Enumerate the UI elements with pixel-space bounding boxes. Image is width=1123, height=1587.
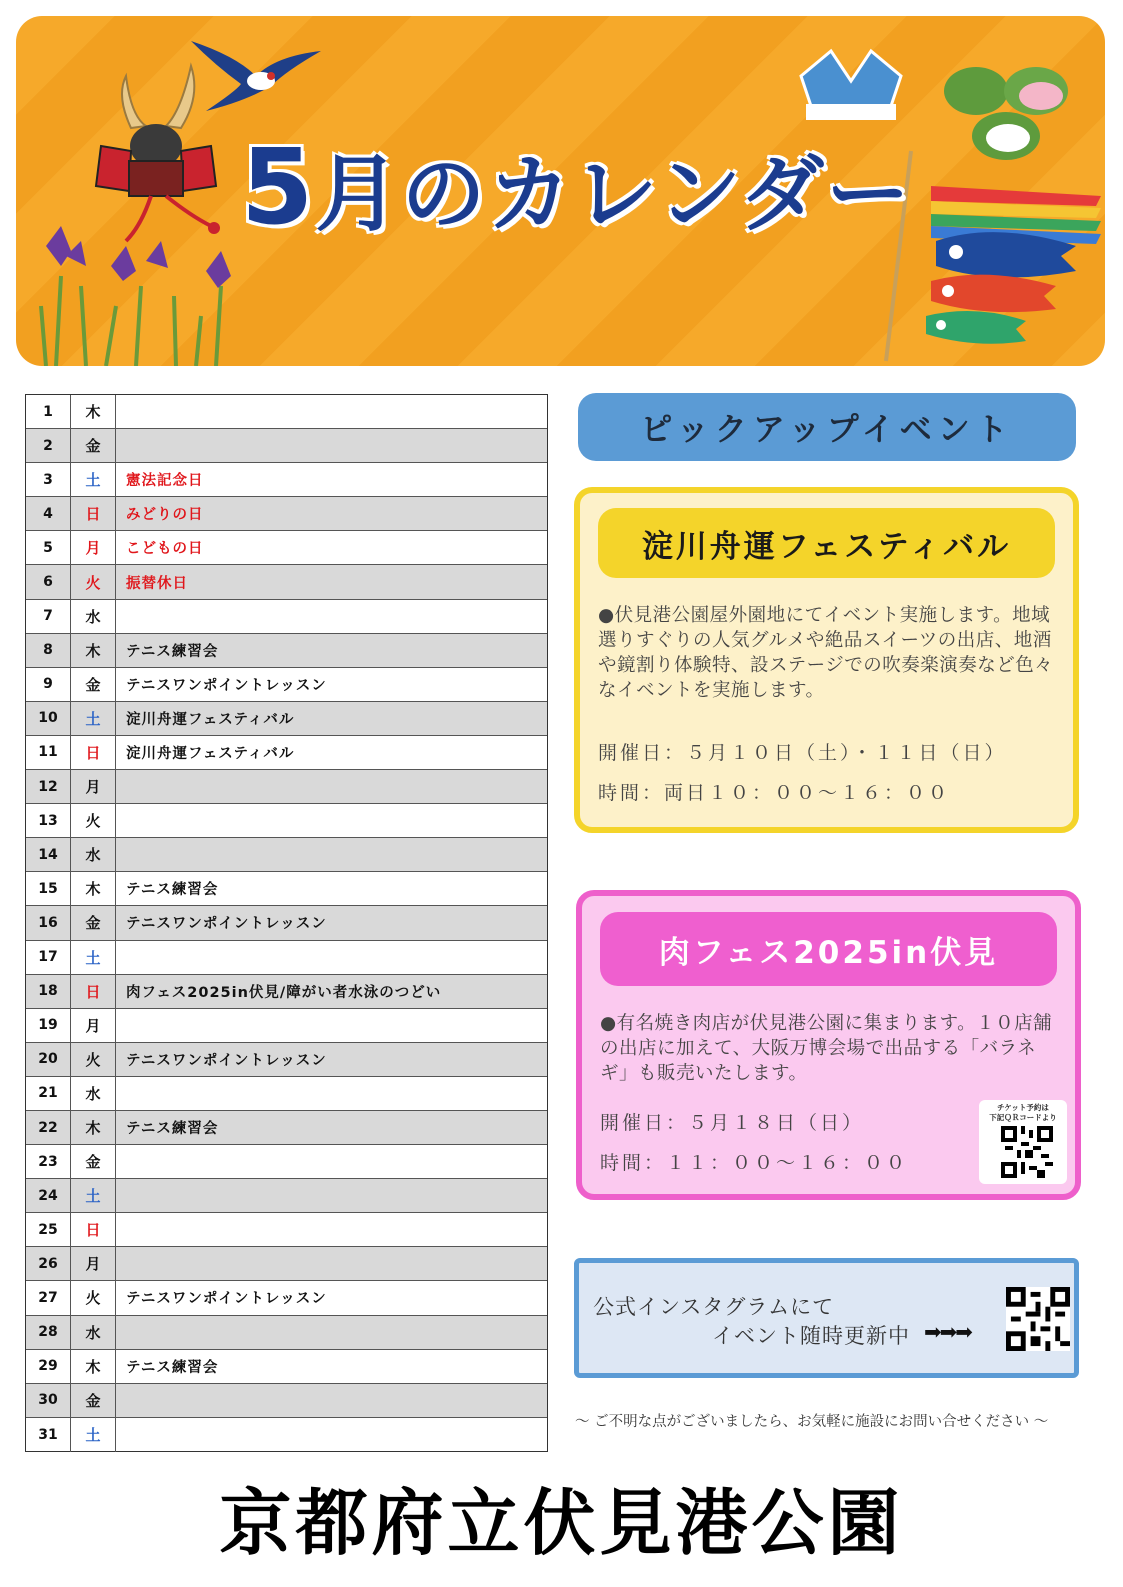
- calendar-event: 振替休日: [126, 575, 188, 592]
- calendar-row: [26, 1145, 547, 1179]
- arrow-right-icon: ➡➡➡: [924, 1320, 971, 1344]
- calendar-weekday: 木: [71, 1350, 116, 1383]
- calendar-event: テニス練習会: [126, 643, 219, 660]
- calendar-row: [26, 395, 547, 429]
- calendar-weekday: 木: [71, 395, 116, 428]
- calendar-weekday: 金: [71, 906, 116, 939]
- event-title: 肉フェス2025in伏見: [600, 912, 1057, 986]
- calendar-day: 30: [26, 1384, 71, 1417]
- calendar-row: [26, 1316, 547, 1350]
- calendar-day: 23: [26, 1145, 71, 1178]
- calendar-day: 15: [26, 872, 71, 905]
- event-title: 淀川舟運フェスティバル: [598, 508, 1055, 578]
- calendar-row: [26, 702, 547, 736]
- event-card-niku-fes: [576, 890, 1081, 1200]
- calendar-weekday: 火: [71, 565, 116, 598]
- calendar-event: テニス練習会: [126, 1121, 219, 1138]
- event-description: ●伏見港公園屋外園地にてイベント実施します。地域選りすぐりの人気グルメや絶品スイーツの出店、地酒や鏡割り体験特、設ステージでの吹奏楽演奏など色々なイベントを実施します。: [598, 605, 1054, 701]
- may-calendar-table: [25, 394, 548, 1452]
- event-card-yodogawa: [574, 487, 1079, 833]
- calendar-weekday: 木: [71, 634, 116, 667]
- calendar-weekday: 水: [71, 1077, 116, 1110]
- calendar-event: [116, 1077, 547, 1110]
- calendar-day: 26: [26, 1247, 71, 1280]
- calendar-day: 13: [26, 804, 71, 837]
- calendar-row: [26, 634, 547, 668]
- calendar-day: 27: [26, 1281, 71, 1314]
- calendar-weekday: 水: [71, 838, 116, 871]
- calendar-event: [116, 1213, 547, 1246]
- inquiry-note: ～ ご不明な点がございましたら、お気軽に施設にお問い合せください ～: [575, 1414, 1049, 1430]
- calendar-day: 22: [26, 1111, 71, 1144]
- banner-title-number: 5: [241, 126, 316, 248]
- header-banner: [16, 16, 1105, 366]
- calendar-event: [116, 1247, 547, 1280]
- pickup-events-header: ピックアップイベント: [578, 393, 1076, 461]
- calendar-row: [26, 1350, 547, 1384]
- calendar-event: [116, 1316, 547, 1349]
- calendar-weekday: 土: [71, 702, 116, 735]
- calendar-weekday: 木: [71, 1111, 116, 1144]
- swallow-bird-icon: [186, 36, 326, 116]
- instagram-qr-code-icon[interactable]: [1006, 1287, 1070, 1351]
- instagram-line1: 公式インスタグラムにて: [593, 1295, 835, 1319]
- calendar-event: [116, 770, 547, 803]
- qr-caption: [979, 1103, 1067, 1123]
- calendar-event: 淀川舟運フェスティバル: [126, 711, 295, 728]
- calendar-weekday: 土: [71, 1179, 116, 1212]
- calendar-row: [26, 906, 547, 940]
- calendar-event: [116, 395, 547, 428]
- event-date: 開催日：５月１８日（日）: [600, 1112, 865, 1134]
- calendar-row: [26, 838, 547, 872]
- banner-title-text: 月のカレンダー: [315, 145, 912, 243]
- calendar-weekday: 木: [71, 872, 116, 905]
- calendar-event: 肉フェス2025in伏見/障がい者水泳のつどい: [126, 984, 442, 1001]
- park-name: 京都府立伏見港公園: [219, 1481, 904, 1565]
- calendar-event: [116, 838, 547, 871]
- calendar-day: 18: [26, 975, 71, 1008]
- calendar-event: テニス練習会: [126, 1359, 219, 1376]
- calendar-weekday: 日: [71, 497, 116, 530]
- calendar-event: [116, 1418, 547, 1452]
- calendar-event: テニスワンポイントレッスン: [126, 677, 327, 694]
- ticket-qr-box[interactable]: [979, 1100, 1067, 1184]
- event-description: ●有名焼き肉店が伏見港公園に集まります。１０店舗の出店に加えて、大阪万博会場で出品する「バラネギ」も販売いたします。: [600, 1013, 1053, 1084]
- calendar-event: [116, 1145, 547, 1178]
- calendar-day: 21: [26, 1077, 71, 1110]
- calendar-day: 7: [26, 600, 71, 633]
- calendar-row: [26, 429, 547, 463]
- calendar-event: [116, 1179, 547, 1212]
- calendar-event: テニスワンポイントレッスン: [126, 1052, 327, 1069]
- calendar-weekday: 火: [71, 804, 116, 837]
- calendar-row: [26, 531, 547, 565]
- calendar-day: 5: [26, 531, 71, 564]
- calendar-row: [26, 804, 547, 838]
- calendar-event: [116, 1009, 547, 1042]
- calendar-day: 6: [26, 565, 71, 598]
- qr-caption-line1: チケット予約は: [997, 1103, 1049, 1112]
- calendar-weekday: 月: [71, 1247, 116, 1280]
- calendar-row: [26, 497, 547, 531]
- calendar-weekday: 金: [71, 429, 116, 462]
- calendar-day: 20: [26, 1043, 71, 1076]
- calendar-row: [26, 463, 547, 497]
- calendar-weekday: 月: [71, 770, 116, 803]
- calendar-day: 24: [26, 1179, 71, 1212]
- calendar-day: 4: [26, 497, 71, 530]
- calendar-weekday: 水: [71, 1316, 116, 1349]
- calendar-row: [26, 1281, 547, 1315]
- calendar-day: 31: [26, 1418, 71, 1452]
- calendar-event: テニス練習会: [126, 882, 219, 899]
- calendar-day: 12: [26, 770, 71, 803]
- calendar-row: [26, 975, 547, 1009]
- banner-title: [241, 126, 941, 248]
- calendar-weekday: 土: [71, 1418, 116, 1452]
- calendar-row: [26, 1213, 547, 1247]
- calendar-weekday: 火: [71, 1281, 116, 1314]
- calendar-row: [26, 1247, 547, 1281]
- calendar-day: 10: [26, 702, 71, 735]
- calendar-row: [26, 1009, 547, 1043]
- calendar-day: 29: [26, 1350, 71, 1383]
- calendar-row: [26, 1179, 547, 1213]
- calendar-weekday: 水: [71, 600, 116, 633]
- instagram-info-box: [574, 1258, 1079, 1378]
- calendar-row: [26, 600, 547, 634]
- calendar-row: [26, 1111, 547, 1145]
- calendar-event: [116, 600, 547, 633]
- calendar-event: 憲法記念日: [126, 473, 204, 490]
- calendar-weekday: 火: [71, 1043, 116, 1076]
- qr-caption-line2: 下記ＱＲコードより: [989, 1113, 1057, 1122]
- calendar-row: [26, 1384, 547, 1418]
- calendar-row: [26, 1043, 547, 1077]
- iris-flowers-icon: [26, 216, 256, 366]
- calendar-day: 9: [26, 668, 71, 701]
- calendar-event: テニスワンポイントレッスン: [126, 1291, 327, 1308]
- origami-helmet-icon: [791, 46, 911, 126]
- calendar-day: 16: [26, 906, 71, 939]
- calendar-weekday: 土: [71, 463, 116, 496]
- calendar-day: 14: [26, 838, 71, 871]
- calendar-row: [26, 770, 547, 804]
- calendar-row: [26, 736, 547, 770]
- calendar-day: 3: [26, 463, 71, 496]
- event-time: 時間：１１：００〜１６：００: [600, 1152, 909, 1174]
- calendar-weekday: 日: [71, 1213, 116, 1246]
- calendar-event: [116, 1384, 547, 1417]
- calendar-row: [26, 872, 547, 906]
- calendar-weekday: 月: [71, 1009, 116, 1042]
- calendar-day: 8: [26, 634, 71, 667]
- calendar-weekday: 日: [71, 736, 116, 769]
- calendar-row: [26, 565, 547, 599]
- instagram-line2: イベント随時更新中: [712, 1324, 910, 1348]
- calendar-event: テニスワンポイントレッスン: [126, 916, 327, 933]
- calendar-row: [26, 668, 547, 702]
- event-time: 時間：両日１０：００〜１６：００: [598, 782, 951, 804]
- calendar-weekday: 金: [71, 668, 116, 701]
- calendar-row: [26, 941, 547, 975]
- calendar-row: [26, 1418, 547, 1452]
- calendar-day: 2: [26, 429, 71, 462]
- calendar-day: 19: [26, 1009, 71, 1042]
- event-date: 開催日：５月１０日（土）・１１日（日）: [598, 742, 1007, 764]
- calendar-day: 17: [26, 941, 71, 974]
- calendar-weekday: 金: [71, 1145, 116, 1178]
- calendar-day: 1: [26, 395, 71, 428]
- calendar-day: 28: [26, 1316, 71, 1349]
- calendar-day: 11: [26, 736, 71, 769]
- calendar-event: みどりの日: [126, 507, 204, 524]
- calendar-weekday: 金: [71, 1384, 116, 1417]
- calendar-event: [116, 429, 547, 462]
- calendar-event: [116, 941, 547, 974]
- calendar-weekday: 月: [71, 531, 116, 564]
- calendar-row: [26, 1077, 547, 1111]
- calendar-weekday: 土: [71, 941, 116, 974]
- calendar-event: [116, 804, 547, 837]
- calendar-weekday: 日: [71, 975, 116, 1008]
- calendar-event: 淀川舟運フェスティバル: [126, 745, 295, 762]
- calendar-day: 25: [26, 1213, 71, 1246]
- ticket-qr-code-icon: [1001, 1126, 1053, 1178]
- calendar-event: こどもの日: [126, 541, 204, 558]
